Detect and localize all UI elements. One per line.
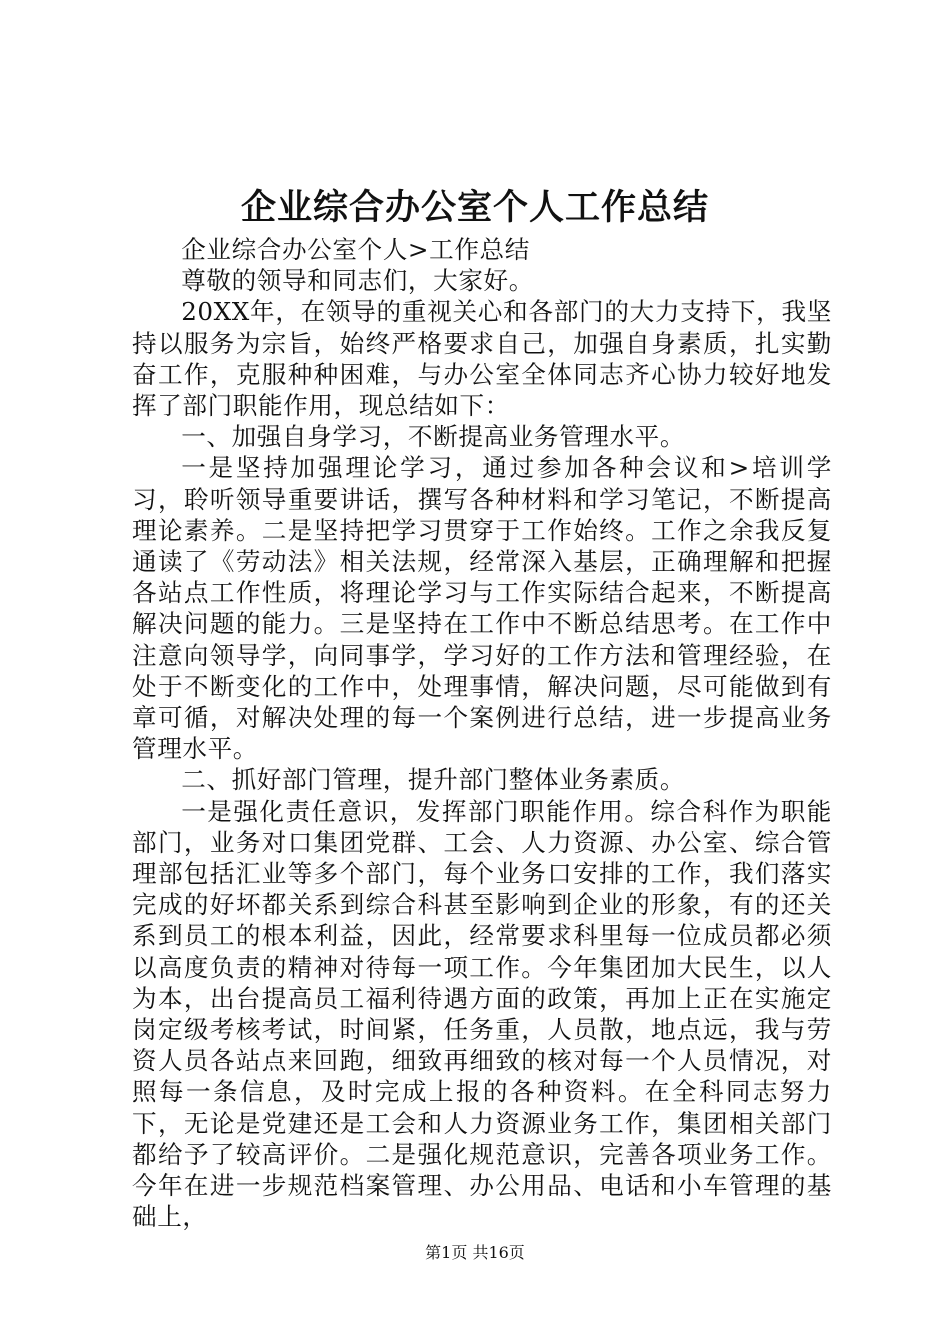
section-heading-1: 一、加强自身学习，不断提高业务管理水平。 (181, 422, 686, 452)
document-title: 企业综合办公室个人工作总结 (240, 187, 709, 228)
paragraph-subtitle: 企业综合办公室个人>工作总结 (181, 235, 530, 264)
page-footer: 第1页 共16页 (425, 1243, 525, 1262)
paragraph-intro: 20XX年，在领导的重视关心和各部门的大力支持下，我坚持以服务为宗旨，始终严格要求自己，加强自身素质，扎实勤奋工作，克服种种困难，与办公室全体同志齐心协力较好地发挥了部门职能作用，现总结如下： (132, 297, 832, 421)
paragraph-greeting: 尊敬的领导和同志们，大家好。 (181, 266, 534, 296)
paragraph-section-2: 一是强化责任意识，发挥部门职能作用。综合科作为职能部门，业务对口集团党群、工会、人力资源、办公室、综合管理部包括汇业等多个部门，每个业务口安排的工作，我们落实完成的好坏都关系到综合科甚至影响到企业的形象，有的还关系到员工的根本利益，因此，经常要求科里每一位成员都必须以高度负责的精神对待每一项工作。今年集团加大民生，以人为本，出台提高员工福利待遇方面的政策，再加上正在实施定岗定级考核考试，时间紧，任务重，人员散，地点远，我与劳资人员各站点来回跑，细致再细致的核对每一个人员情况，对照每一条信息，及时完成上报的各种资料。在全科同志努力下，无论是党建还是工会和人力资源业务工作，集团相关部门都给予了较高评价。二是强化规范意识，完善各项业务工作。今年在进一步规范档案管理、办公用品、电话和小车管理的基础上， (132, 796, 832, 1232)
paragraph-section-1: 一是坚持加强理论学习，通过参加各种会议和>培训学习，聆听领导重要讲话，撰写各种材料和学习笔记，不断提高理论素养。二是坚持把学习贯穿于工作始终。工作之余我反复通读了《劳动法》相关法规，经常深入基层，正确理解和把握各站点工作性质，将理论学习与工作实际结合起来，不断提高解决问题的能力。三是坚持在工作中不断总结思考。在工作中注意向领导学，向同事学，学习好的工作方法和管理经验，在处于不断变化的工作中，处理事情，解决问题，尽可能做到有章可循，对解决处理的每一个案例进行总结，进一步提高业务管理水平。 (132, 453, 832, 764)
document-body (132, 234, 832, 1233)
section-heading-2: 二、抓好部门管理，提升部门整体业务素质。 (181, 765, 686, 795)
